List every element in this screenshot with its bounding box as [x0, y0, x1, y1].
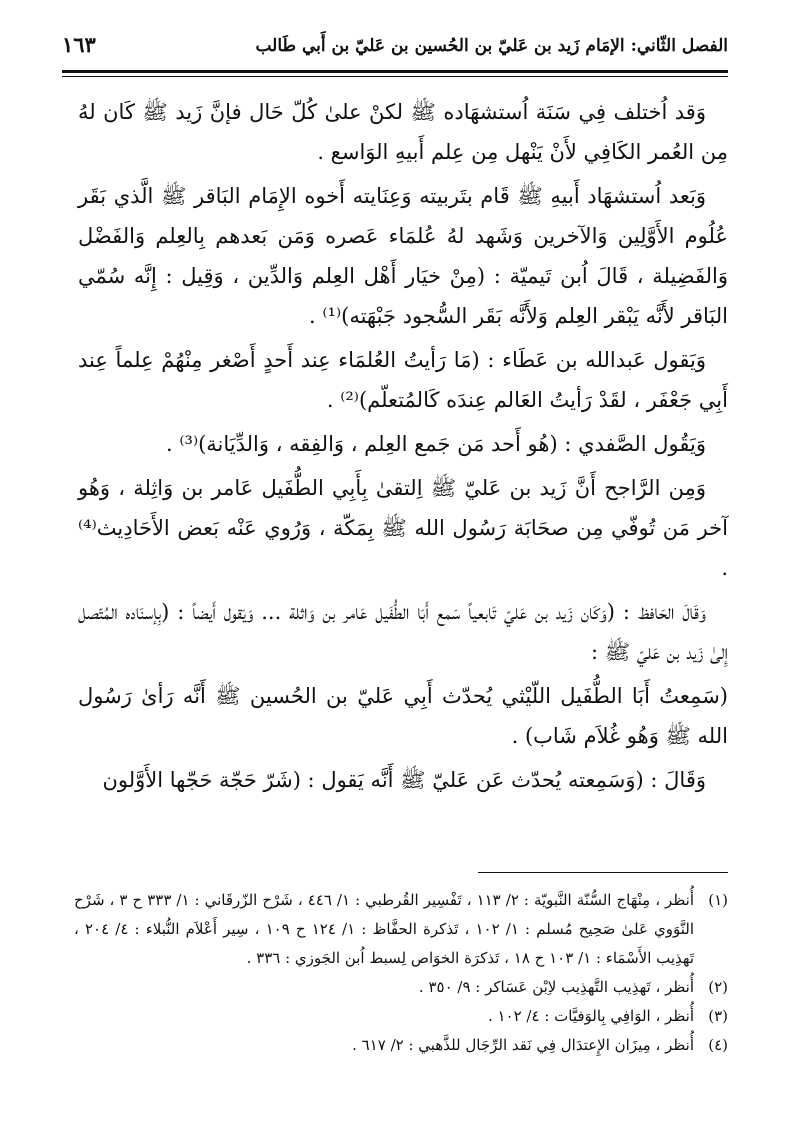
header-rule-thin — [62, 76, 728, 77]
footnote-text: أُنظر ، تَهذِيب التَّهذِيب لاِبْن عَسَاكر : ٩/ ٣٥٠ . — [418, 978, 694, 996]
paragraph: وَيَقول عَبدالله بن عَطَاء : (مَا رَأيتُ العُلمَاء عِند أَحدٍ أَصْغر مِنْهُمْ عِلماً عِند أَبِي جَعْفَر ، لقَدْ رَأيتُ العَالم عِندَه كَالمُتعلّم)⁽²⁾ . — [78, 348, 728, 412]
footnote — [74, 973, 728, 1002]
footnotes — [74, 886, 728, 1060]
footnote-number: (٣) — [708, 1007, 728, 1025]
paragraph-quote: (سَمِعتُ أَبَا الطُّفَيل اللّيْثي يُحدّث أَبِي عَليّ بن الحُسين ﷺ أَنَّه رَأىٰ رَسُول الله ﷺ وَهُو غُلاَم شَاب) . — [78, 684, 728, 748]
paragraph: وَقَالَ الحَافظ : (وَكَان زَيد بن عَليّ تَابعياً سَمع أَبَا الطُّفَيل عَامر بن وَاثلة ... وَيَقول أَيضاً : (بِإسنَاده المُتّصل إِلىٰ زَيد بن عَليّ ﷺ : — [78, 600, 728, 664]
footnote-number: (٤) — [708, 1036, 728, 1054]
paragraph: وَقَالَ : (وَسَمِعته يُحدّث عَن عَليّ ﷺ أَنَّه يَقول : (شَرّ حَجّة حَجّها الأَوَّلون — [102, 768, 706, 792]
paragraph: وَيَقُول الصَّفدي : (هُو أَحد مَن جَمع العِلم ، وَالفِقه ، وَالدِّيَانة)⁽³⁾ . — [166, 432, 706, 456]
footnote-separator — [478, 872, 728, 873]
main-text — [78, 92, 728, 804]
paragraph: وَبَعد اُستشهَاد أَبيهِ ﷺ قَام بتَربيته وَعِنَايته أَخوه الإِمَام البَاقر ﷺ الَّذي بَقَر عُلُوم الأَوَّلِين وَالآخرين وَشَهد لهُ عُلمَاء عَصره وَمَن بَعدهم بِالعِلم وَالفَضْل وَالفَضِيلة ، قَالَ اُبن تَيميّة : (مِنْ خيَار أَهْل العِلم وَالدِّين ، وَقِيل : إِنَّه سُمّي البَاقر لأَنَّه يَبْقر العِلم وَلأَنَّه بَقَر السُّجود جَبْهَته)⁽¹⁾ . — [78, 184, 728, 328]
paragraph: وَمِن الرَّاجح أَنَّ زَيد بن عَليّ ﷺ اِلتقىٰ بِأَبِي الطُّفَيل عَامر بن وَاثِلة ، وَهُو آخر مَن تُوفّي مِن صحَابَة رَسُول الله ﷺ بِمَكّة ، وَرُوي عَنْه بَعض الأَحَادِيث⁽⁴⁾ . — [78, 476, 728, 580]
page-header — [62, 28, 728, 68]
footnote-number: (٢) — [708, 978, 728, 996]
footnote-text: أُنظر ، مِنْهَاج السُّنّة النَّبويّة : ٢/ ١١٣ ، تَفْسِير القُرطبي : ١/ ٤٤٦ ، شَرْح الزّرقَاني : ١/ ٣٣٣ ح ٣ ، شَرْح النَّوَوي عَلىٰ صَحِيح مُسلم : ١/ ١٠٢ ، تَذكرة الحفَّاظ : ١/ ١٢٤ ح ١٠٩ ، سِير أَعْلاَم النُّبلاء : ٤/ ٢٠٤ ، تَهذِيب الأَسْمَاء : ١/ ١٠٣ ح ١٨ ، تَذكرَة الخوَاص لِسبط اُبن الجَوزي : ٣٣٦ . — [74, 891, 695, 967]
page-number: ١٦٣ — [62, 32, 96, 57]
footnote — [74, 886, 728, 973]
footnote-number: (١) — [708, 891, 728, 909]
running-title: الفصل الثّاني: الإمَام زَيد بن عَليّ بن الحُسين بن عَليّ بن أَبي طَالب — [255, 36, 728, 56]
footnote-text: أُنظر ، مِيزَان الإِعتدَال فِي نَقد الرِّجَال للذَّهبي : ٢/ ٦١٧ . — [352, 1036, 694, 1054]
footnote — [74, 1031, 728, 1060]
paragraph: وَقد اُختلف فِي سَنَة اُستشهَاده ﷺ لكنْ علىٰ كُلّ حَال فإنَّ زَيد ﷺ كَان لهُ مِن العُمر الكَافِي لأَنْ يَنْهل مِن عِلم أَبيهِ الوَاسع . — [78, 100, 728, 164]
header-rule — [62, 70, 728, 73]
footnote — [74, 1002, 728, 1031]
footnote-text: أُنظر ، الوَافِي بِالوَفيَّات : ٤/ ١٠٢ . — [487, 1007, 694, 1025]
